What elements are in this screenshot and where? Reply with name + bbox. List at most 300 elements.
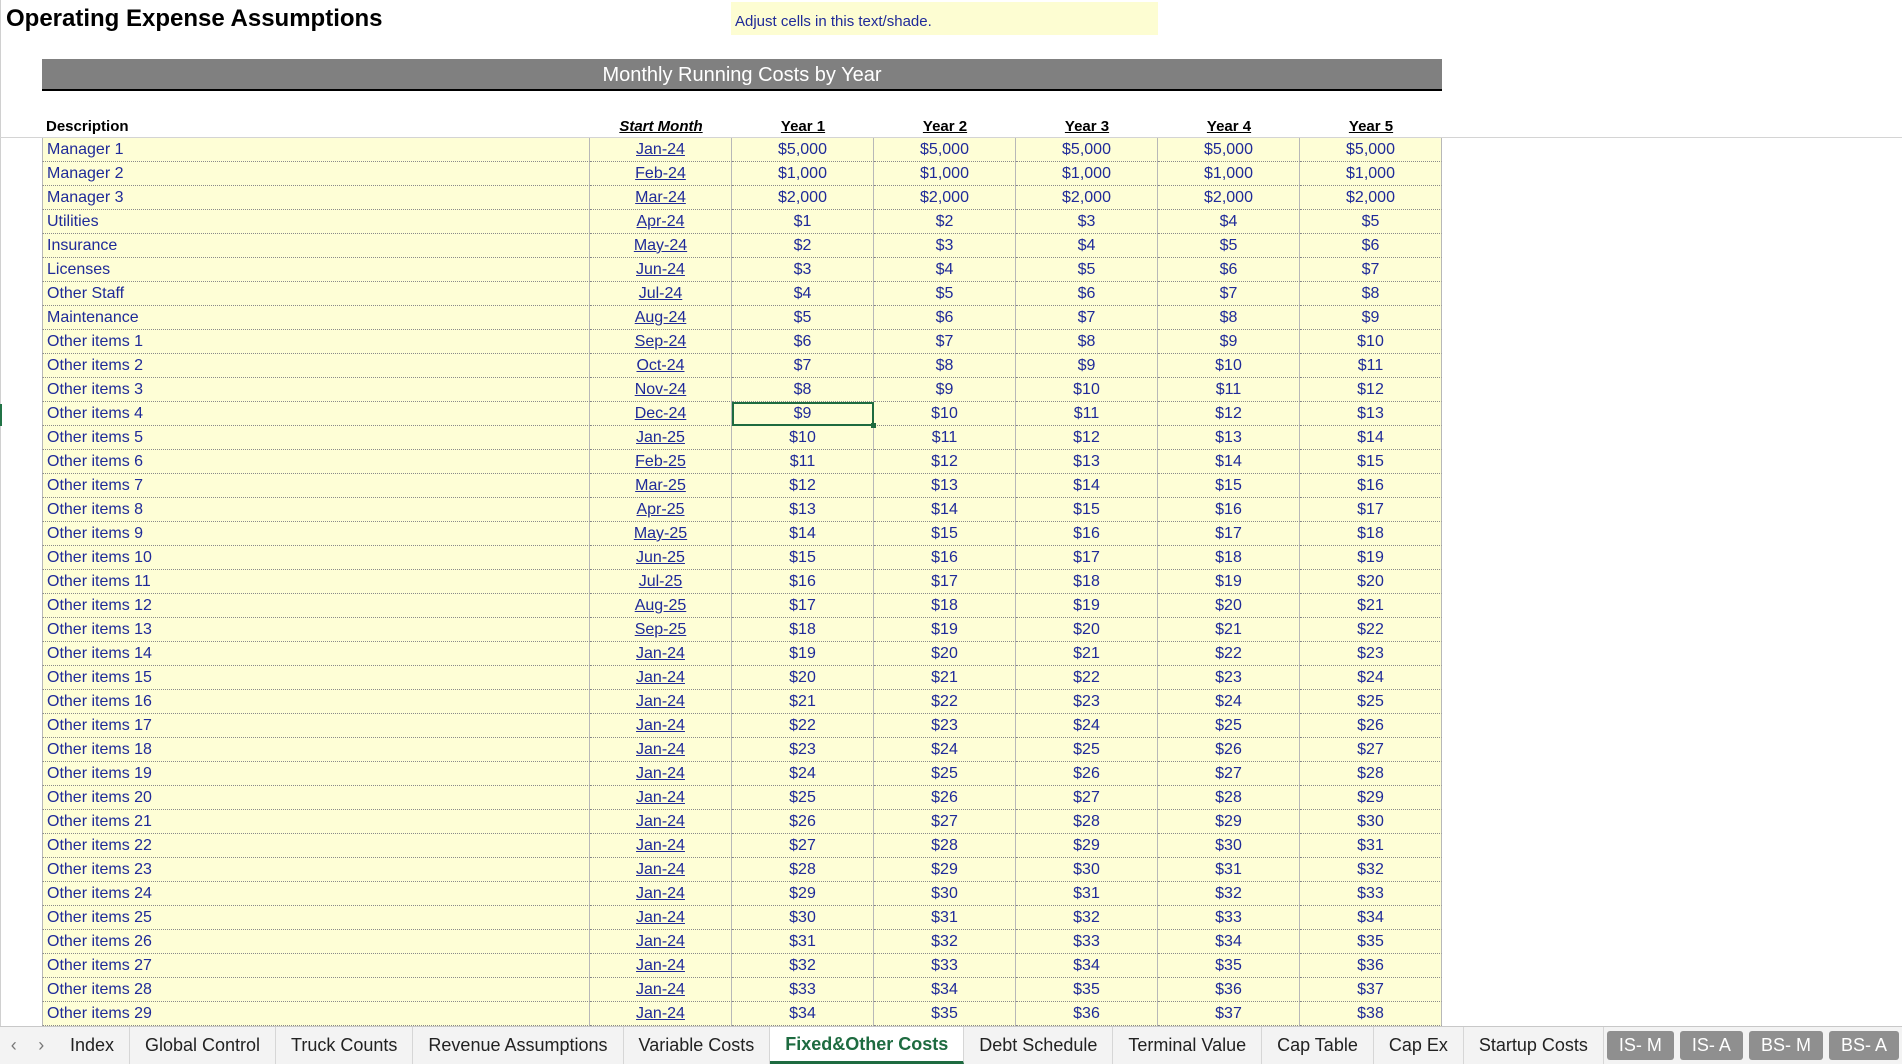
year-3-cell[interactable]: $8 (1016, 330, 1158, 354)
description-cell[interactable]: Other items 19 (42, 762, 590, 786)
year-2-cell[interactable]: $11 (874, 426, 1016, 450)
year-4-cell[interactable]: $5 (1158, 234, 1300, 258)
year-5-cell[interactable]: $9 (1300, 306, 1442, 330)
header-year-1[interactable]: Year 1 (780, 118, 826, 135)
year-4-cell[interactable]: $5,000 (1158, 138, 1300, 162)
year-5-cell[interactable]: $5 (1300, 210, 1442, 234)
table-row (42, 810, 1442, 834)
year-2-cell[interactable]: $2 (874, 210, 1016, 234)
start-month-cell[interactable]: Jan-24 (590, 882, 732, 906)
year-4-cell[interactable]: $13 (1158, 426, 1300, 450)
year-2-cell[interactable]: $17 (874, 570, 1016, 594)
description-cell[interactable]: Manager 3 (42, 186, 590, 210)
start-month-cell[interactable]: Jan-24 (590, 666, 732, 690)
header-description[interactable]: Description (46, 118, 129, 135)
description-cell[interactable]: Other items 20 (42, 786, 590, 810)
start-month-cell[interactable]: Dec-24 (590, 402, 732, 426)
year-4-cell[interactable]: $21 (1158, 618, 1300, 642)
year-2-cell[interactable]: $23 (874, 714, 1016, 738)
year-3-cell[interactable]: $35 (1016, 978, 1158, 1002)
year-1-cell[interactable]: $20 (732, 666, 874, 690)
description-cell[interactable]: Other items 21 (42, 810, 590, 834)
tab-fixed-other-costs[interactable]: Fixed&Other Costs (770, 1027, 964, 1064)
year-4-cell[interactable]: $1,000 (1158, 162, 1300, 186)
year-5-cell[interactable]: $25 (1300, 690, 1442, 714)
table-row (42, 474, 1442, 498)
year-5-cell[interactable]: $21 (1300, 594, 1442, 618)
sheet-left-border (0, 0, 1, 1026)
year-3-cell[interactable]: $19 (1016, 594, 1158, 618)
year-5-cell[interactable]: $36 (1300, 954, 1442, 978)
year-3-cell[interactable]: $25 (1016, 738, 1158, 762)
year-1-cell[interactable]: $13 (732, 498, 874, 522)
tab-index[interactable]: Index (55, 1027, 130, 1064)
year-3-cell[interactable]: $5,000 (1016, 138, 1158, 162)
tab-startup-costs[interactable]: Startup Costs (1464, 1027, 1604, 1064)
year-5-cell[interactable]: $23 (1300, 642, 1442, 666)
header-year-4[interactable]: Year 4 (1206, 118, 1252, 135)
header-year-3[interactable]: Year 3 (1064, 118, 1110, 135)
year-4-cell[interactable]: $2,000 (1158, 186, 1300, 210)
year-4-cell[interactable]: $23 (1158, 666, 1300, 690)
expense-table (42, 116, 1442, 1026)
description-cell[interactable]: Other items 18 (42, 738, 590, 762)
tab-is-m[interactable]: IS- M (1607, 1031, 1674, 1060)
year-3-cell[interactable]: $30 (1016, 858, 1158, 882)
start-month-cell[interactable]: Jan-24 (590, 690, 732, 714)
table-body (42, 138, 1442, 1026)
year-2-cell[interactable]: $3 (874, 234, 1016, 258)
year-4-cell[interactable]: $17 (1158, 522, 1300, 546)
year-2-cell[interactable]: $34 (874, 978, 1016, 1002)
year-5-cell[interactable]: $13 (1300, 402, 1442, 426)
year-4-cell[interactable]: $9 (1158, 330, 1300, 354)
description-cell[interactable]: Manager 2 (42, 162, 590, 186)
description-cell[interactable]: Other items 14 (42, 642, 590, 666)
description-cell[interactable]: Other items 15 (42, 666, 590, 690)
tab-truck-counts[interactable]: Truck Counts (276, 1027, 413, 1064)
year-3-cell[interactable]: $3 (1016, 210, 1158, 234)
year-5-cell[interactable]: $33 (1300, 882, 1442, 906)
start-month-cell[interactable]: Jan-25 (590, 426, 732, 450)
year-3-cell[interactable]: $18 (1016, 570, 1158, 594)
year-5-cell[interactable]: $11 (1300, 354, 1442, 378)
year-2-cell[interactable]: $31 (874, 906, 1016, 930)
year-5-cell[interactable]: $22 (1300, 618, 1442, 642)
year-1-cell[interactable]: $3 (732, 258, 874, 282)
year-2-cell[interactable]: $14 (874, 498, 1016, 522)
tab-revenue-assumptions[interactable]: Revenue Assumptions (413, 1027, 623, 1064)
start-month-cell[interactable]: Jan-24 (590, 762, 732, 786)
year-2-cell[interactable]: $13 (874, 474, 1016, 498)
year-1-cell[interactable]: $28 (732, 858, 874, 882)
year-2-cell[interactable]: $27 (874, 810, 1016, 834)
year-2-cell[interactable]: $32 (874, 930, 1016, 954)
year-1-cell[interactable]: $29 (732, 882, 874, 906)
description-cell[interactable]: Other items 12 (42, 594, 590, 618)
year-1-cell[interactable]: $5,000 (732, 138, 874, 162)
year-2-cell[interactable]: $4 (874, 258, 1016, 282)
year-4-cell[interactable]: $24 (1158, 690, 1300, 714)
description-cell[interactable]: Other items 25 (42, 906, 590, 930)
year-5-cell[interactable]: $35 (1300, 930, 1442, 954)
description-cell[interactable]: Other items 24 (42, 882, 590, 906)
year-5-cell[interactable]: $28 (1300, 762, 1442, 786)
year-1-cell[interactable]: $12 (732, 474, 874, 498)
year-3-cell[interactable]: $17 (1016, 546, 1158, 570)
year-3-cell[interactable]: $5 (1016, 258, 1158, 282)
year-3-cell[interactable]: $22 (1016, 666, 1158, 690)
year-3-cell[interactable]: $34 (1016, 954, 1158, 978)
start-month-cell[interactable]: Aug-25 (590, 594, 732, 618)
year-3-cell[interactable]: $2,000 (1016, 186, 1158, 210)
year-3-cell[interactable]: $33 (1016, 930, 1158, 954)
tab-global-control[interactable]: Global Control (130, 1027, 276, 1064)
year-4-cell[interactable]: $16 (1158, 498, 1300, 522)
year-5-cell[interactable]: $32 (1300, 858, 1442, 882)
description-cell[interactable]: Manager 1 (42, 138, 590, 162)
sheet-tab-bar (0, 1026, 1902, 1064)
year-4-cell[interactable]: $14 (1158, 450, 1300, 474)
description-cell[interactable]: Other items 9 (42, 522, 590, 546)
start-month-cell[interactable]: Jan-24 (590, 810, 732, 834)
year-1-cell[interactable]: $14 (732, 522, 874, 546)
table-header-row (42, 116, 1442, 138)
year-3-cell[interactable]: $27 (1016, 786, 1158, 810)
year-1-cell[interactable]: $5 (732, 306, 874, 330)
year-4-cell[interactable]: $8 (1158, 306, 1300, 330)
description-cell[interactable]: Other items 28 (42, 978, 590, 1002)
year-1-cell[interactable]: $11 (732, 450, 874, 474)
description-cell[interactable]: Other items 17 (42, 714, 590, 738)
year-4-cell[interactable]: $12 (1158, 402, 1300, 426)
year-3-cell[interactable]: $31 (1016, 882, 1158, 906)
header-year-5[interactable]: Year 5 (1348, 118, 1394, 135)
description-cell[interactable]: Other items 13 (42, 618, 590, 642)
year-2-cell[interactable]: $18 (874, 594, 1016, 618)
year-2-cell[interactable]: $5,000 (874, 138, 1016, 162)
table-row (42, 834, 1442, 858)
start-month-cell[interactable]: Sep-24 (590, 330, 732, 354)
year-3-cell[interactable]: $10 (1016, 378, 1158, 402)
year-1-cell[interactable]: $25 (732, 786, 874, 810)
year-1-cell[interactable]: $17 (732, 594, 874, 618)
year-5-cell[interactable]: $12 (1300, 378, 1442, 402)
year-4-cell[interactable]: $4 (1158, 210, 1300, 234)
year-1-cell[interactable]: $26 (732, 810, 874, 834)
description-cell[interactable]: Other items 29 (42, 1002, 590, 1026)
start-month-cell[interactable]: Apr-24 (590, 210, 732, 234)
year-1-cell[interactable]: $22 (732, 714, 874, 738)
table-row (42, 378, 1442, 402)
year-4-cell[interactable]: $33 (1158, 906, 1300, 930)
year-2-cell[interactable]: $5 (874, 282, 1016, 306)
description-cell[interactable]: Other items 5 (42, 426, 590, 450)
year-3-cell[interactable]: $24 (1016, 714, 1158, 738)
year-5-cell[interactable]: $2,000 (1300, 186, 1442, 210)
year-3-cell[interactable]: $12 (1016, 426, 1158, 450)
year-2-cell[interactable]: $1,000 (874, 162, 1016, 186)
year-4-cell[interactable]: $26 (1158, 738, 1300, 762)
year-4-cell[interactable]: $10 (1158, 354, 1300, 378)
chevron-left-icon[interactable]: ‹ (10, 1035, 17, 1055)
year-5-cell[interactable]: $5,000 (1300, 138, 1442, 162)
table-row (42, 978, 1442, 1002)
year-5-cell[interactable]: $17 (1300, 498, 1442, 522)
year-3-cell[interactable]: $16 (1016, 522, 1158, 546)
year-1-cell[interactable]: $23 (732, 738, 874, 762)
year-4-cell[interactable]: $37 (1158, 1002, 1300, 1026)
start-month-cell[interactable]: Jan-24 (590, 714, 732, 738)
start-month-cell[interactable]: Jan-24 (590, 786, 732, 810)
year-3-cell[interactable]: $1,000 (1016, 162, 1158, 186)
start-month-cell[interactable]: May-25 (590, 522, 732, 546)
year-2-cell[interactable]: $8 (874, 354, 1016, 378)
start-month-cell[interactable]: Jan-24 (590, 834, 732, 858)
start-month-cell[interactable]: Jan-24 (590, 738, 732, 762)
description-cell[interactable]: Other items 27 (42, 954, 590, 978)
year-1-cell[interactable]: $21 (732, 690, 874, 714)
year-5-cell[interactable]: $24 (1300, 666, 1442, 690)
year-2-cell[interactable]: $22 (874, 690, 1016, 714)
year-5-cell[interactable]: $31 (1300, 834, 1442, 858)
year-2-cell[interactable]: $19 (874, 618, 1016, 642)
year-5-cell[interactable]: $8 (1300, 282, 1442, 306)
year-5-cell[interactable]: $20 (1300, 570, 1442, 594)
year-2-cell[interactable]: $10 (874, 402, 1016, 426)
tab-bs-m[interactable]: BS- M (1749, 1031, 1823, 1060)
year-1-cell[interactable]: $2 (732, 234, 874, 258)
year-2-cell[interactable]: $29 (874, 858, 1016, 882)
section-banner[interactable]: Monthly Running Costs by Year (42, 59, 1442, 91)
description-cell[interactable]: Other items 23 (42, 858, 590, 882)
year-5-cell[interactable]: $16 (1300, 474, 1442, 498)
tab-is-a[interactable]: IS- A (1680, 1031, 1743, 1060)
year-2-cell[interactable]: $21 (874, 666, 1016, 690)
year-3-cell[interactable]: $32 (1016, 906, 1158, 930)
year-1-cell[interactable]: $15 (732, 546, 874, 570)
year-1-cell[interactable]: $33 (732, 978, 874, 1002)
year-1-cell[interactable]: $10 (732, 426, 874, 450)
year-1-cell[interactable]: $1 (732, 210, 874, 234)
year-5-cell[interactable]: $26 (1300, 714, 1442, 738)
year-1-cell[interactable]: $4 (732, 282, 874, 306)
start-month-cell[interactable]: Jul-25 (590, 570, 732, 594)
year-3-cell[interactable]: $15 (1016, 498, 1158, 522)
start-month-cell[interactable]: May-24 (590, 234, 732, 258)
year-1-cell[interactable]: $16 (732, 570, 874, 594)
start-month-cell[interactable]: Feb-25 (590, 450, 732, 474)
year-4-cell[interactable]: $30 (1158, 834, 1300, 858)
year-5-cell[interactable]: $38 (1300, 1002, 1442, 1026)
input-legend-note[interactable]: Adjust cells in this text/shade. (731, 2, 1158, 35)
start-month-cell[interactable]: Mar-24 (590, 186, 732, 210)
description-cell[interactable]: Other items 22 (42, 834, 590, 858)
year-1-cell[interactable]: $31 (732, 930, 874, 954)
tab-cap-ex[interactable]: Cap Ex (1374, 1027, 1464, 1064)
start-month-cell[interactable]: Oct-24 (590, 354, 732, 378)
year-5-cell[interactable]: $14 (1300, 426, 1442, 450)
year-4-cell[interactable]: $6 (1158, 258, 1300, 282)
year-3-cell[interactable]: $7 (1016, 306, 1158, 330)
year-2-cell[interactable]: $28 (874, 834, 1016, 858)
year-1-cell[interactable]: $24 (732, 762, 874, 786)
start-month-cell[interactable]: Jan-24 (590, 954, 732, 978)
year-1-cell[interactable]: $34 (732, 1002, 874, 1026)
year-4-cell[interactable]: $35 (1158, 954, 1300, 978)
year-5-cell[interactable]: $18 (1300, 522, 1442, 546)
description-cell[interactable]: Other items 10 (42, 546, 590, 570)
year-1-cell[interactable]: $2,000 (732, 186, 874, 210)
description-cell[interactable]: Other items 1 (42, 330, 590, 354)
active-row-marker (0, 404, 2, 426)
year-1-cell[interactable]: $19 (732, 642, 874, 666)
start-month-cell[interactable]: Jan-24 (590, 642, 732, 666)
year-1-cell[interactable]: $32 (732, 954, 874, 978)
year-4-cell[interactable]: $7 (1158, 282, 1300, 306)
year-4-cell[interactable]: $29 (1158, 810, 1300, 834)
year-4-cell[interactable]: $22 (1158, 642, 1300, 666)
year-4-cell[interactable]: $34 (1158, 930, 1300, 954)
year-3-cell[interactable]: $29 (1016, 834, 1158, 858)
year-1-cell[interactable]: $6 (732, 330, 874, 354)
table-row (42, 570, 1442, 594)
year-2-cell[interactable]: $26 (874, 786, 1016, 810)
start-month-cell[interactable]: Jun-25 (590, 546, 732, 570)
start-month-cell[interactable]: Jan-24 (590, 930, 732, 954)
description-cell[interactable]: Other items 4 (42, 402, 590, 426)
start-month-cell[interactable]: Apr-25 (590, 498, 732, 522)
year-5-cell[interactable]: $15 (1300, 450, 1442, 474)
year-5-cell[interactable]: $1,000 (1300, 162, 1442, 186)
year-2-cell[interactable]: $24 (874, 738, 1016, 762)
start-month-cell[interactable]: Jan-24 (590, 906, 732, 930)
year-3-cell[interactable]: $21 (1016, 642, 1158, 666)
year-3-cell[interactable]: $36 (1016, 1002, 1158, 1026)
year-2-cell[interactable]: $20 (874, 642, 1016, 666)
year-3-cell[interactable]: $26 (1016, 762, 1158, 786)
year-4-cell[interactable]: $15 (1158, 474, 1300, 498)
year-2-cell[interactable]: $30 (874, 882, 1016, 906)
table-row (42, 642, 1442, 666)
description-cell[interactable]: Utilities (42, 210, 590, 234)
year-2-cell[interactable]: $7 (874, 330, 1016, 354)
start-month-cell[interactable]: Jul-24 (590, 282, 732, 306)
description-cell[interactable]: Other items 7 (42, 474, 590, 498)
tab-terminal-value[interactable]: Terminal Value (1113, 1027, 1262, 1064)
year-3-cell[interactable]: $11 (1016, 402, 1158, 426)
start-month-cell[interactable]: Aug-24 (590, 306, 732, 330)
year-3-cell[interactable]: $4 (1016, 234, 1158, 258)
year-3-cell[interactable]: $14 (1016, 474, 1158, 498)
year-5-cell[interactable]: $7 (1300, 258, 1442, 282)
year-3-cell[interactable]: $6 (1016, 282, 1158, 306)
year-1-cell[interactable]: $30 (732, 906, 874, 930)
tab-debt-schedule[interactable]: Debt Schedule (964, 1027, 1113, 1064)
year-4-cell[interactable]: $36 (1158, 978, 1300, 1002)
year-1-cell[interactable]: $18 (732, 618, 874, 642)
year-5-cell[interactable]: $30 (1300, 810, 1442, 834)
description-cell[interactable]: Other items 6 (42, 450, 590, 474)
table-row (42, 690, 1442, 714)
description-cell[interactable]: Other items 16 (42, 690, 590, 714)
description-cell[interactable]: Other Staff (42, 282, 590, 306)
start-month-cell[interactable]: Mar-25 (590, 474, 732, 498)
year-3-cell[interactable]: $9 (1016, 354, 1158, 378)
description-cell[interactable]: Other items 3 (42, 378, 590, 402)
year-2-cell[interactable]: $35 (874, 1002, 1016, 1026)
year-4-cell[interactable]: $25 (1158, 714, 1300, 738)
year-3-cell[interactable]: $23 (1016, 690, 1158, 714)
description-cell[interactable]: Maintenance (42, 306, 590, 330)
tab-variable-costs[interactable]: Variable Costs (624, 1027, 771, 1064)
header-year-2[interactable]: Year 2 (922, 118, 968, 135)
start-month-cell[interactable]: Jan-24 (590, 1002, 732, 1026)
year-4-cell[interactable]: $20 (1158, 594, 1300, 618)
year-5-cell[interactable]: $29 (1300, 786, 1442, 810)
year-1-cell[interactable]: $1,000 (732, 162, 874, 186)
year-5-cell[interactable]: $6 (1300, 234, 1442, 258)
description-cell[interactable]: Other items 11 (42, 570, 590, 594)
year-4-cell[interactable]: $31 (1158, 858, 1300, 882)
start-month-cell[interactable]: Jan-24 (590, 858, 732, 882)
header-start-month[interactable]: Start Month (619, 118, 703, 135)
description-cell[interactable]: Other items 26 (42, 930, 590, 954)
year-1-cell[interactable]: $8 (732, 378, 874, 402)
start-month-cell[interactable]: Feb-24 (590, 162, 732, 186)
year-4-cell[interactable]: $18 (1158, 546, 1300, 570)
year-5-cell[interactable]: $10 (1300, 330, 1442, 354)
chevron-right-icon[interactable]: › (38, 1035, 45, 1055)
year-2-cell[interactable]: $25 (874, 762, 1016, 786)
description-cell[interactable]: Licenses (42, 258, 590, 282)
year-1-cell[interactable]: $7 (732, 354, 874, 378)
year-3-cell[interactable]: $13 (1016, 450, 1158, 474)
year-2-cell[interactable]: $16 (874, 546, 1016, 570)
year-2-cell[interactable]: $2,000 (874, 186, 1016, 210)
start-month-cell[interactable]: Jan-24 (590, 978, 732, 1002)
year-4-cell[interactable]: $32 (1158, 882, 1300, 906)
description-cell[interactable]: Other items 2 (42, 354, 590, 378)
start-month-cell[interactable]: Jun-24 (590, 258, 732, 282)
tab-bs-a[interactable]: BS- A (1829, 1031, 1899, 1060)
year-4-cell[interactable]: $28 (1158, 786, 1300, 810)
year-5-cell[interactable]: $19 (1300, 546, 1442, 570)
year-5-cell[interactable]: $27 (1300, 738, 1442, 762)
year-3-cell[interactable]: $28 (1016, 810, 1158, 834)
year-4-cell[interactable]: $19 (1158, 570, 1300, 594)
year-4-cell[interactable]: $11 (1158, 378, 1300, 402)
tab-cap-table[interactable]: Cap Table (1262, 1027, 1374, 1064)
year-2-cell[interactable]: $6 (874, 306, 1016, 330)
start-month-cell[interactable]: Sep-25 (590, 618, 732, 642)
year-1-cell[interactable]: $9 (732, 402, 874, 426)
year-5-cell[interactable]: $34 (1300, 906, 1442, 930)
year-2-cell[interactable]: $33 (874, 954, 1016, 978)
year-4-cell[interactable]: $27 (1158, 762, 1300, 786)
description-cell[interactable]: Insurance (42, 234, 590, 258)
year-5-cell[interactable]: $37 (1300, 978, 1442, 1002)
start-month-cell[interactable]: Jan-24 (590, 138, 732, 162)
year-1-cell[interactable]: $27 (732, 834, 874, 858)
year-2-cell[interactable]: $12 (874, 450, 1016, 474)
year-3-cell[interactable]: $20 (1016, 618, 1158, 642)
table-row (42, 522, 1442, 546)
year-2-cell[interactable]: $15 (874, 522, 1016, 546)
description-cell[interactable]: Other items 8 (42, 498, 590, 522)
year-2-cell[interactable]: $9 (874, 378, 1016, 402)
start-month-cell[interactable]: Nov-24 (590, 378, 732, 402)
